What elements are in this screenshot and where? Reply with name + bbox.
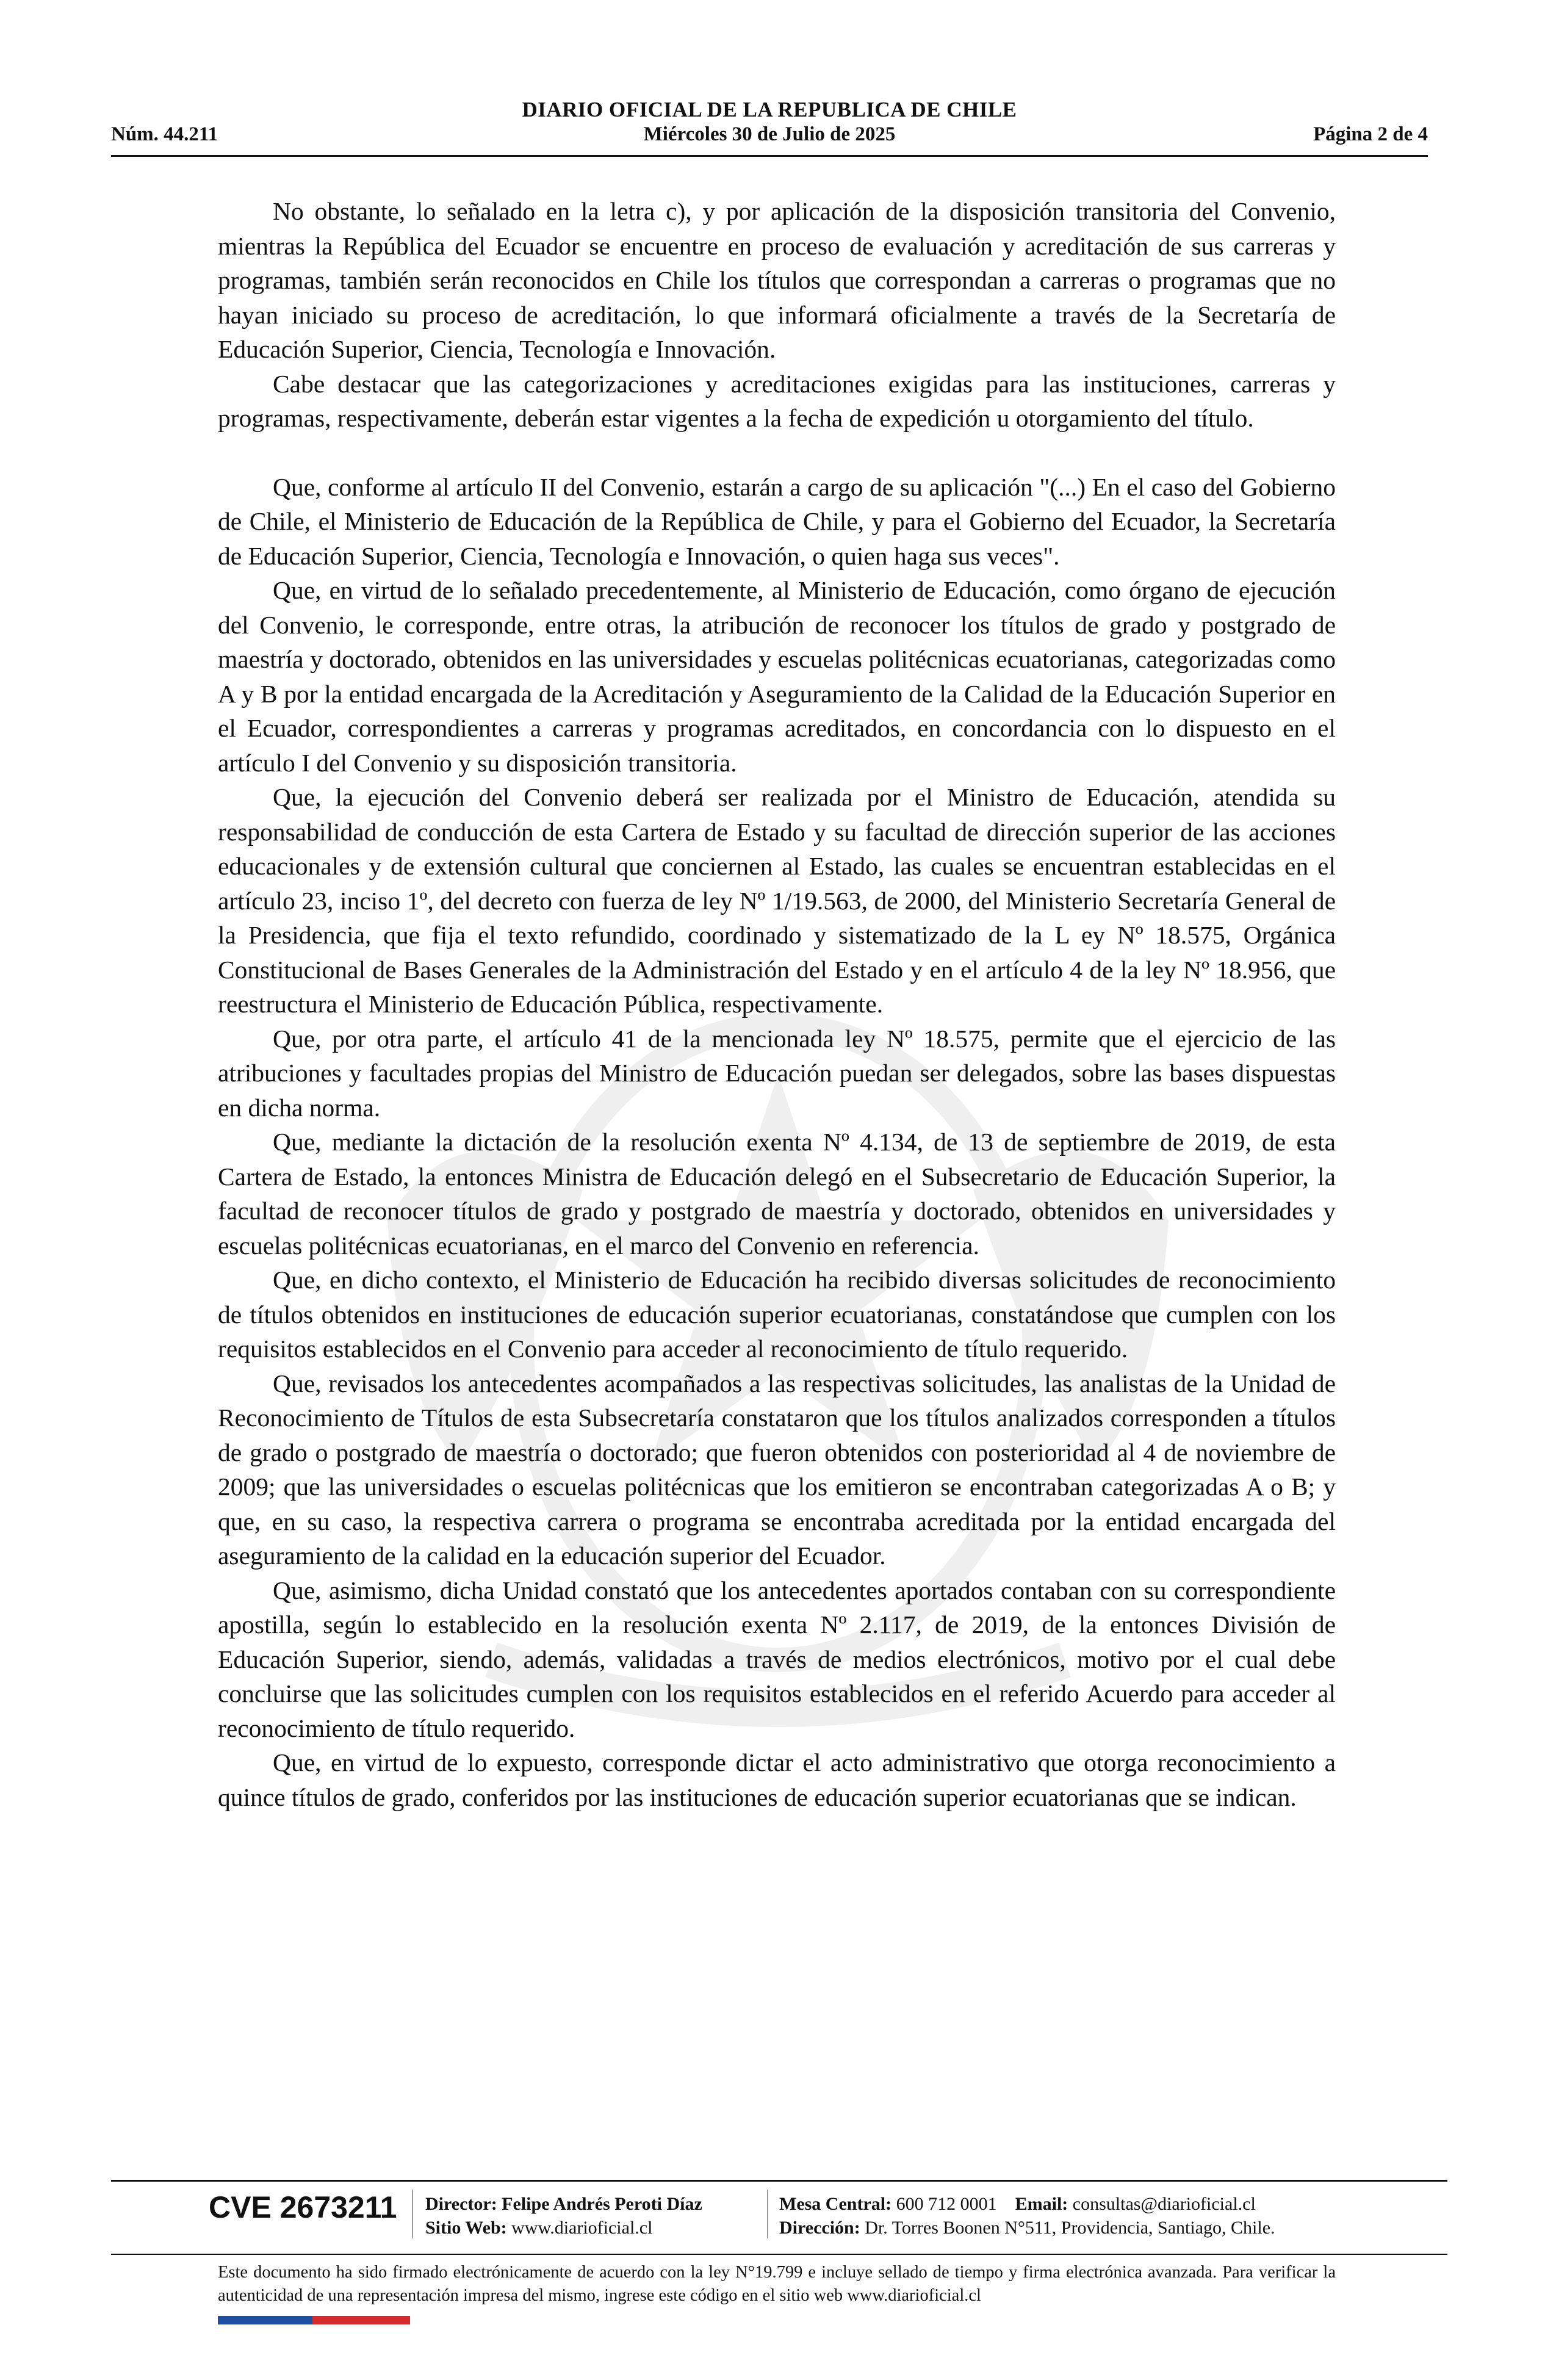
paragraph: Que, en virtud de lo señalado precedentemente, al Ministerio de Educación, como órgano de ejecución del Convenio, le corresponde, entre otras, la atribución de reconocer los títulos de grado y postgrado de maestría y doctorado, obtenidos en las universidades y escuelas politécnicas ecuatorianas, categorizadas como A y B por la entidad encargada de la Acreditación y Aseguramiento de la Calidad de la Educación Superior en el Ecuador, correspondientes a carreras y programas acreditados, en concordancia con lo dispuesto en el artículo I del Convenio y su disposición transitoria.: [218, 576, 1336, 777]
flag-red-segment: [312, 2316, 410, 2324]
site-link[interactable]: www.diarioficial.cl: [511, 2218, 653, 2238]
address-value: Dr. Torres Boonen N°511, Providencia, Santiago, Chile.: [865, 2218, 1275, 2238]
director-label: Director:: [425, 2194, 497, 2214]
newspaper-title: DIARIO OFICIAL DE LA REPUBLICA DE CHILE: [522, 98, 1017, 121]
cve-code: CVE 2673211: [209, 2190, 397, 2224]
address-label: Dirección:: [779, 2218, 860, 2238]
header-divider: [111, 155, 1428, 157]
site-label: Sitio Web:: [425, 2218, 507, 2238]
paragraph: Que, asimismo, dicha Unidad constató que los antecedentes aportados contaban con su correspondiente apostilla, según lo establecido en la resolución exenta Nº 2.117, de 2019, de la entonces División de Educación Superior, siendo, además, validadas a través de medios electrónicos, motivo por el cual debe concluirse que las solicitudes cumplen con los requisitos establecidos en el referido Acuerdo para acceder al reconocimiento de título requerido.: [218, 1576, 1336, 1742]
footer-separator: [767, 2190, 768, 2238]
email-link[interactable]: consultas@diarioficial.cl: [1072, 2194, 1256, 2214]
paragraph: Que, en dicho contexto, el Ministerio de Educación ha recibido diversas solicitudes de reconocimiento de títulos obtenidos en instituciones de educación superior ecuatorianas, constatándose que cumplen con los requisitos establecidos en el Convenio para acceder al reconocimiento de título requerido.: [218, 1266, 1336, 1363]
issue-date: Miércoles 30 de Julio de 2025: [643, 123, 896, 145]
flag-stripe: [218, 2316, 410, 2324]
paragraph: Que, por otra parte, el artículo 41 de la mencionada ley Nº 18.575, permite que el ejercicio de las atribuciones y facultades propias del Ministro de Educación puedan ser delegados, sobre las bases dispuestas en dicha norma.: [218, 1024, 1336, 1122]
footer-contact-column: [779, 2192, 1275, 2240]
paragraph: No obstante, lo señalado en la letra c), y por aplicación de la disposición transitoria del Convenio, mientras la República del Ecuador se encuentre en proceso de evaluación y acreditación de sus carreras y programas, también serán reconocidos en Chile los títulos que correspondan a carreras o programas que no hayan iniciado su proceso de acreditación, lo que informará oficialmente a través de la Secretaría de Educación Superior, Ciencia, Tecnología e Innovación.: [218, 197, 1336, 363]
paragraph: Que, conforme al artículo II del Convenio, estarán a cargo de su aplicación "(...) En el caso del Gobierno de Chile, el Ministerio de Educación de la República de Chile, y para el Gobierno del Ecuador, la Secretaría de Educación Superior, Ciencia, Tecnología e Innovación, o quien haga sus veces".: [218, 472, 1336, 570]
footer-director-column: [425, 2192, 702, 2240]
paragraph: Cabe destacar que las categorizaciones y acreditaciones exigidas para las instituciones, carreras y programas, respectivamente, deberán estar vigentes a la fecha de expedición u otorgamiento del título.: [218, 369, 1336, 432]
page-header: [111, 98, 1428, 159]
page-number: Página 2 de 4: [1313, 123, 1428, 145]
paragraph: Que, mediante la dictación de la resolución exenta Nº 4.134, de 13 de septiembre de 2019, de esta Cartera de Estado, la entonces Ministra de Educación delegó en el Subsecretario de Educación Superior, la facultad de reconocer títulos de grado y postgrado de maestría y doctorado, obtenidos en universidades y escuelas politécnicas ecuatorianas, en el marco del Convenio en referencia.: [218, 1128, 1336, 1260]
mesa-phone: 600 712 0001: [896, 2194, 997, 2214]
director-name: Felipe Andrés Peroti Díaz: [502, 2194, 702, 2214]
document-body: [218, 194, 1336, 1814]
paragraph: Que, la ejecución del Convenio deberá ser realizada por el Ministro de Educación, atendida su responsabilidad de conducción de esta Cartera de Estado y su facultad de dirección superior de las acciones educacionales y de extensión cultural que conciernen al Estado, las cuales se encuentran establecidas en el artículo 23, inciso 1º, del decreto con fuerza de ley Nº 1/19.563, de 2000, del Ministerio Secretaría General de la Presidencia, que fija el texto refundido, coordinado y sistematizado de la L ey Nº 18.575, Orgánica Constitucional de Bases Generales de la Administración del Estado y en el artículo 4 de la ley Nº 18.956, que reestructura el Ministerio de Educación Pública, respectivamente.: [218, 783, 1336, 1018]
paragraph: Que, revisados los antecedentes acompañados a las respectivas solicitudes, las analistas de la Unidad de Reconocimiento de Títulos de esta Subsecretaría constataron que los títulos analizados corresponden a títulos de grado o postgrado de maestría o doctorado; que fueron obtenidos con posterioridad al 4 de noviembre de 2009; que las universidades o escuelas politécnicas que los emitieron se encontraban categorizadas A o B; y que, en su caso, la respectiva carrera o programa se encontraba acreditada por la entidad encargada del aseguramiento de la calidad en la educación superior del Ecuador.: [218, 1369, 1336, 1570]
email-label: Email:: [1015, 2194, 1068, 2214]
footer-separator: [412, 2190, 413, 2238]
mesa-label: Mesa Central:: [779, 2194, 892, 2214]
footer-divider-top: [111, 2180, 1447, 2182]
flag-blue-segment: [218, 2316, 312, 2324]
issue-number: Núm. 44.211: [111, 123, 218, 145]
electronic-signature-disclaimer: Este documento ha sido firmado electrónicamente de acuerdo con la ley N°19.799 e incluye sellado de tiempo y firma electrónica avanzada. Para verificar la autenticidad de una representación impresa del mismo, ingrese este código en el sitio web www.diarioficial.cl: [218, 2263, 1336, 2305]
paragraph: Que, en virtud de lo expuesto, corresponde dictar el acto administrativo que otorga reconocimiento a quince títulos de grado, conferidos por las instituciones de educación superior ecuatorianas que se indican.: [218, 1748, 1336, 1811]
footer-divider-bottom: [111, 2254, 1447, 2255]
